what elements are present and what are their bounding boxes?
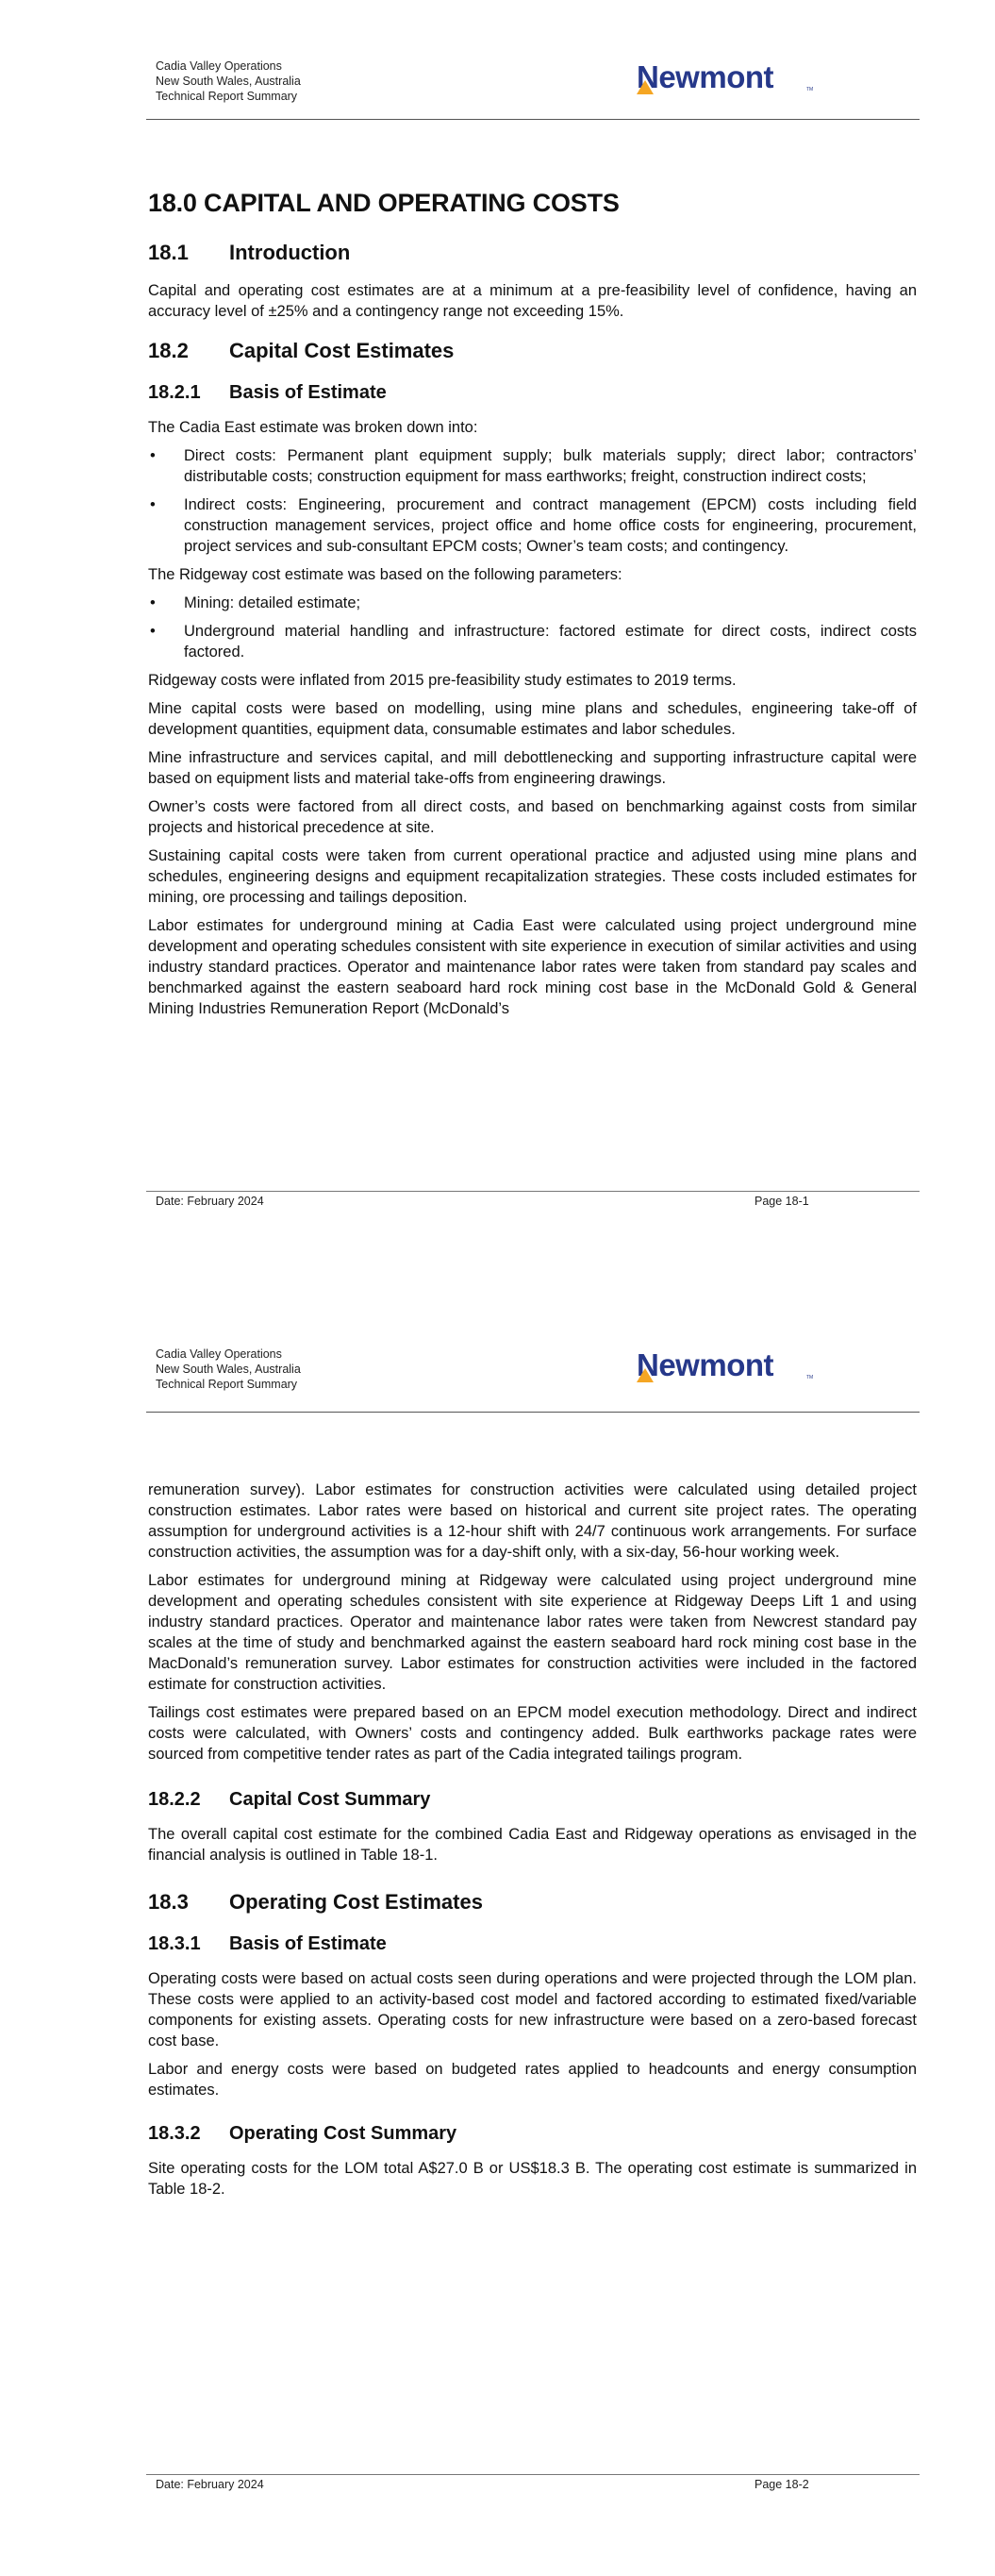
footer-divider <box>146 1191 920 1192</box>
list-item <box>148 494 917 557</box>
header-text-block <box>156 59 301 104</box>
section-title: Basis of Estimate <box>229 1933 387 1954</box>
paragraph-operating-summary: Site operating costs for the LOM total A$27.0 B or US$18.3 B. The operating cost estimate is summarized in Table 18-2. <box>148 2160 917 2198</box>
section-title: Capital Cost Summary <box>229 1789 431 1810</box>
paragraph-ridgeway-intro: The Ridgeway cost estimate was based on the following parameters: <box>148 566 622 583</box>
list-item-text: Underground material handling and infrastructure: factored estimate for direct costs, indirect costs factored. <box>184 623 917 661</box>
page-18-2 <box>0 1288 995 2576</box>
paragraph: Sustaining capital costs were taken from current operational practice and adjusted using mine plans and schedules, engineering designs and equipment recapitalization strategies. These costs included estimates for mining, ore processing and tailings deposition. <box>148 847 917 906</box>
paragraph: Labor estimates for underground mining at Ridgeway were calculated using project underground mine development and operating schedules consistent with site experience at Ridgeway Deeps Lift 1 and using industry standard practices. Operator and maintenance labor rates were taken from Newcrest standard pay scales at the time of study and benchmarked against the eastern seaboard hard rock mining cost base in the MacDonald’s remuneration survey. Labor estimates for construction activities were included in the factored estimate for construction activities. <box>148 1572 917 1693</box>
ridgeway-parameter-list <box>148 593 917 662</box>
header-line-location: New South Wales, Australia <box>156 75 301 88</box>
list-item <box>148 593 917 613</box>
page-body <box>148 189 917 1027</box>
section-number: 18.2.1 <box>148 382 201 403</box>
paragraph: remuneration survey). Labor estimates for construction activities were calculated using detailed project construction estimates. Labor rates were based on historical and current site project rates. The operating assumption for underground activities is a 12-hour shift with 24/7 continuous work arrangements. For surface construction activities, the assumption was for a day-shift only, with a six-day, 56-hour working week. <box>148 1481 917 1561</box>
list-item-text: Direct costs: Permanent plant equipment supply; bulk materials supply; direct labor; contractors’ distributable costs; construction equipment for mass earthworks; freight, construction indirect costs; <box>184 447 917 485</box>
newmont-logo <box>637 59 825 97</box>
logo-trademark: TM <box>806 87 814 92</box>
paragraph: Labor estimates for underground mining at Cadia East were calculated using project underground mine development and operating schedules consistent with site experience in execution of similar activities and using industry standard practices. Operator and maintenance labor rates were taken from standard pay scales and benchmarked against the eastern seaboard hard rock mining cost base in the McDonald Gold & General Mining Industries Remuneration Report (McDonald’s <box>148 917 917 1017</box>
section-heading-18-1 <box>148 241 917 265</box>
header-line-location: New South Wales, Australia <box>156 1363 301 1376</box>
section-heading-18-3-2 <box>148 2123 917 2145</box>
page-body <box>148 1480 917 2207</box>
paragraph-labor-energy: Labor and energy costs were based on budgeted rates applied to headcounts and energy consumption estimates. <box>148 2061 917 2099</box>
paragraph-introduction: Capital and operating cost estimates are at a minimum at a pre-feasibility level of confidence, having an accuracy level of ±25% and a contingency range not exceeding 15%. <box>148 282 917 320</box>
header-line-report: Technical Report Summary <box>156 1378 298 1391</box>
bullet-icon: • <box>150 594 156 611</box>
paragraph: Mine capital costs were based on modelling, using mine plans and schedules, engineering take-off of development quantities, equipment data, consumable estimates and labor schedules. <box>148 700 917 738</box>
footer-page-number: Page 18-2 <box>755 2478 809 2491</box>
page-footer <box>156 1195 910 1208</box>
section-heading-18-3-1 <box>148 1933 917 1955</box>
section-number: 18.3.2 <box>148 2123 201 2144</box>
section-title: Capital Cost Estimates <box>229 339 455 362</box>
bullet-icon: • <box>150 447 156 464</box>
list-item-text: Mining: detailed estimate; <box>184 594 361 611</box>
footer-divider <box>146 2474 920 2475</box>
page-footer <box>156 2478 910 2491</box>
paragraph-capital-summary: The overall capital cost estimate for the combined Cadia East and Ridgeway operations as envisaged in the financial analysis is outlined in Table 18-1. <box>148 1826 917 1864</box>
section-title: Introduction <box>229 241 351 264</box>
list-item <box>148 621 917 662</box>
logo-triangle-icon <box>637 80 654 94</box>
section-number: 18.3 <box>148 1890 189 1914</box>
section-title: Operating Cost Estimates <box>229 1890 483 1914</box>
footer-date: Date: February 2024 <box>156 2478 264 2491</box>
section-number: 18.2.2 <box>148 1789 201 1810</box>
paragraph: Tailings cost estimates were prepared based on an EPCM model execution methodology. Direct and indirect costs were calculated, with Owners’ costs and contingency added. Bulk earthworks package rates were sourced from competitive tender rates as part of the Cadia integrated tailings program. <box>148 1704 917 1763</box>
list-item <box>148 445 917 487</box>
header-divider <box>146 1412 920 1413</box>
header-line-operation: Cadia Valley Operations <box>156 59 282 73</box>
header-line-operation: Cadia Valley Operations <box>156 1347 282 1361</box>
paragraph: Mine infrastructure and services capital, and mill debottlenecking and supporting infrastructure capital were based on equipment lists and material take-offs from engineering drawings. <box>148 749 917 787</box>
list-item-text: Indirect costs: Engineering, procurement and contract management (EPCM) costs including field construction management services, project office and home office costs for engineering, procurement, project services and sub-consultant EPCM costs; Owner’s team costs; and contingency. <box>184 496 917 555</box>
logo-triangle-icon <box>637 1368 654 1382</box>
logo-trademark: TM <box>806 1375 814 1380</box>
newmont-logo <box>637 1347 825 1385</box>
bullet-icon: • <box>150 496 156 513</box>
paragraph-operating-basis: Operating costs were based on actual costs seen during operations and were projected through the LOM plan. These costs were applied to an activity-based cost model and factored according to estimated fixed/variable components for existing assets. Operating costs for new infrastructure were based on a zero-based forecast cost base. <box>148 1970 917 2049</box>
chapter-title: 18.0 CAPITAL AND OPERATING COSTS <box>148 189 620 217</box>
header-text-block <box>156 1347 301 1392</box>
page-header <box>146 59 915 115</box>
footer-date: Date: February 2024 <box>156 1195 264 1208</box>
section-heading-18-3 <box>148 1890 917 1915</box>
section-heading-18-2-2 <box>148 1789 917 1811</box>
logo-wordmark: Newmont <box>637 59 773 94</box>
section-heading-18-2 <box>148 339 917 363</box>
header-line-report: Technical Report Summary <box>156 90 298 103</box>
section-title: Operating Cost Summary <box>229 2123 457 2144</box>
paragraph-cadia-intro: The Cadia East estimate was broken down into: <box>148 419 478 436</box>
paragraph: Owner’s costs were factored from all direct costs, and based on benchmarking against costs from similar projects and historical precedence at site. <box>148 798 917 836</box>
section-number: 18.3.1 <box>148 1933 201 1954</box>
section-number: 18.1 <box>148 241 189 264</box>
paragraph: Ridgeway costs were inflated from 2015 pre-feasibility study estimates to 2019 terms. <box>148 672 737 689</box>
section-number: 18.2 <box>148 339 189 362</box>
page-header <box>146 1347 915 1403</box>
cadia-cost-list <box>148 445 917 557</box>
section-title: Basis of Estimate <box>229 382 387 403</box>
logo-wordmark: Newmont <box>637 1347 773 1382</box>
bullet-icon: • <box>150 623 156 640</box>
footer-page-number: Page 18-1 <box>755 1195 809 1208</box>
header-divider <box>146 119 920 120</box>
section-heading-18-2-1 <box>148 382 917 404</box>
